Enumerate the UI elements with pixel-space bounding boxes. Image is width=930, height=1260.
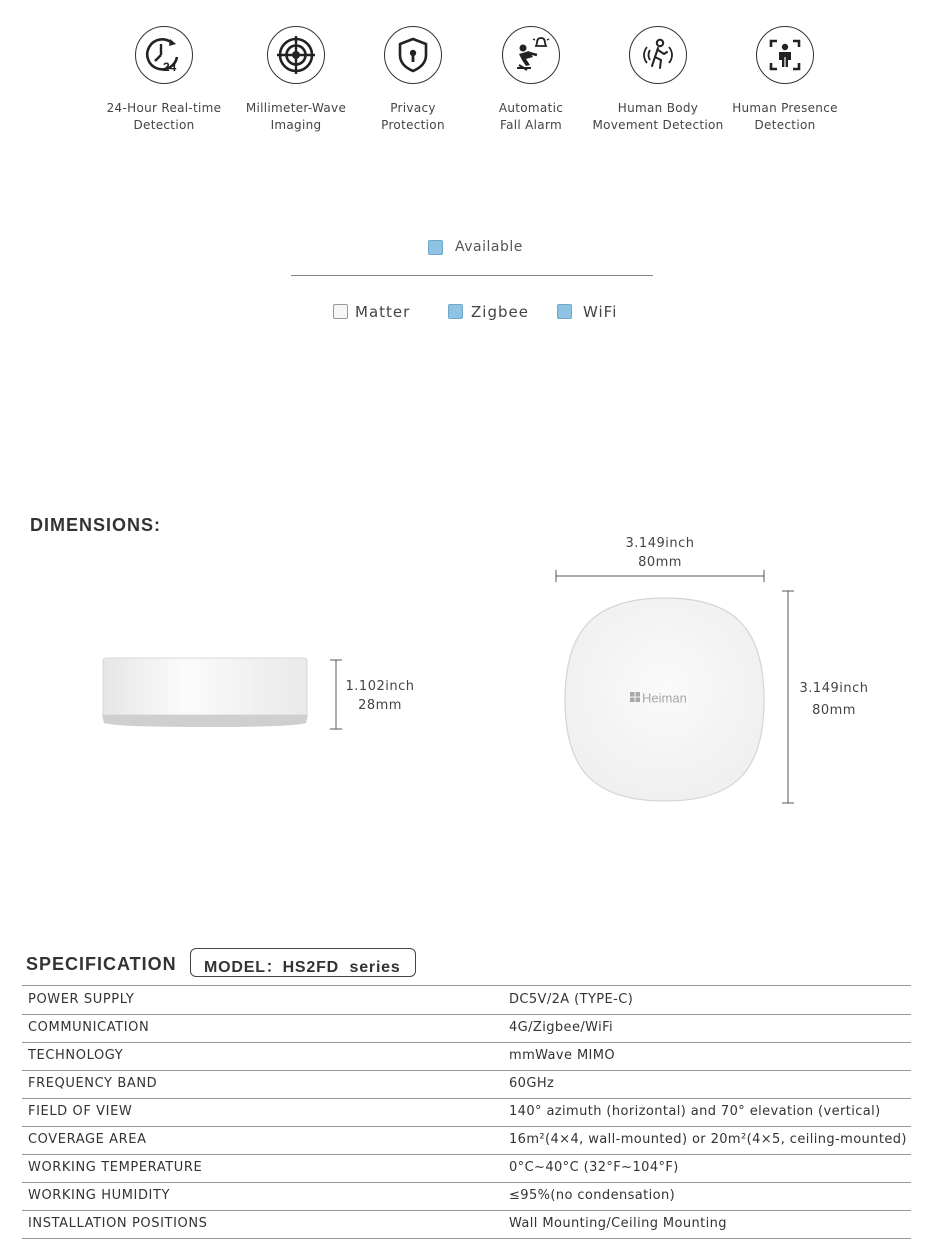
feature-presence-detection [715, 26, 855, 134]
dimensions-title: DIMENSIONS: [30, 515, 162, 535]
spec-value: 140° azimuth (horizontal) and 70° elevation (vertical) [509, 1104, 881, 1119]
feature-label-line2: Protection [381, 118, 445, 132]
radar-target-icon [267, 26, 325, 84]
feature-movement-detection [588, 26, 728, 134]
spec-value: Wall Mounting/Ceiling Mounting [509, 1216, 727, 1231]
availability-divider [291, 275, 653, 276]
specification-title: SPECIFICATION [26, 954, 177, 974]
protocol-label-zigbee: Zigbee [471, 303, 529, 321]
feature-label-line1: Millimeter-Wave [245, 101, 347, 115]
clock-24-icon [135, 26, 193, 84]
height-inch: 3.149inch [799, 681, 869, 696]
matter-swatch [333, 304, 348, 319]
shield-lock-icon [384, 26, 442, 84]
protocol-label-matter: Matter [355, 303, 411, 321]
width-dimension-line [553, 568, 768, 584]
movement-person-icon [629, 26, 687, 84]
spec-row [22, 1182, 911, 1211]
height-mm: 80mm [812, 703, 856, 718]
brand-logo-text: Heiman [642, 690, 687, 706]
spec-key: FIELD OF VIEW [28, 1104, 133, 1119]
spec-value: 60GHz [509, 1076, 555, 1091]
spec-row [22, 1042, 911, 1071]
feature-label-line2: Fall Alarm [500, 118, 562, 132]
feature-label-line2: Movement Detection [592, 118, 724, 132]
height-label [794, 678, 874, 722]
model-text: MODEL：HS2FD series [204, 959, 401, 976]
feature-label-line2: Detection [754, 118, 816, 132]
spec-key: INSTALLATION POSITIONS [28, 1216, 208, 1231]
spec-key: FREQUENCY BAND [28, 1076, 158, 1091]
svg-text:24: 24 [163, 60, 177, 74]
feature-label-line1: Privacy [390, 101, 436, 115]
device-top-view [560, 594, 770, 806]
feature-label-line1: 24-Hour Real-time [106, 101, 222, 115]
feature-label-line1: Human Body [617, 101, 699, 115]
feature-label-line2: Imaging [270, 118, 322, 132]
spec-value: DC5V/2A (TYPE-C) [509, 992, 634, 1007]
spec-row [22, 1098, 911, 1127]
width-label [620, 534, 700, 572]
spec-value: ≤95%(no condensation) [509, 1188, 676, 1203]
feature-label-line2: Detection [133, 118, 195, 132]
spec-row [22, 1070, 911, 1099]
protocol-label-wifi: WiFi [583, 303, 618, 321]
wifi-swatch [557, 304, 572, 319]
spec-key: WORKING TEMPERATURE [28, 1160, 203, 1175]
feature-label-line1: Human Presence [732, 101, 838, 115]
spec-value: 16m²(4×4, wall-mounted) or 20m²(4×5, ceiling-mounted) [509, 1132, 907, 1147]
thickness-inch: 1.102inch [345, 679, 415, 694]
spec-value: 4G/Zigbee/WiFi [509, 1020, 614, 1035]
model-badge [190, 948, 416, 977]
spec-key: WORKING HUMIDITY [28, 1188, 171, 1203]
device-side-view [95, 655, 315, 735]
thickness-label [340, 677, 420, 715]
spec-key: COMMUNICATION [28, 1020, 150, 1035]
spec-row [22, 1014, 911, 1043]
spec-value: mmWave MIMO [509, 1048, 616, 1063]
zigbee-swatch [448, 304, 463, 319]
feature-24h-detection [94, 26, 234, 134]
feature-fall-alarm [461, 26, 601, 134]
width-inch: 3.149inch [625, 536, 695, 551]
presence-person-icon [756, 26, 814, 84]
spec-value: 0°C~40°C (32°F~104°F) [509, 1160, 679, 1175]
available-legend-label: Available [455, 239, 523, 255]
width-mm: 80mm [638, 555, 682, 570]
spec-row [22, 1126, 911, 1155]
spec-row [22, 1154, 911, 1183]
spec-row [22, 1210, 911, 1239]
spec-key: POWER SUPPLY [28, 992, 135, 1007]
spec-key: COVERAGE AREA [28, 1132, 147, 1147]
available-legend-swatch [428, 240, 443, 255]
feature-label-line1: Automatic [498, 101, 564, 115]
spec-key: TECHNOLOGY [28, 1048, 124, 1063]
thickness-mm: 28mm [358, 698, 402, 713]
spec-row [22, 986, 911, 1015]
fall-alarm-icon [502, 26, 560, 84]
